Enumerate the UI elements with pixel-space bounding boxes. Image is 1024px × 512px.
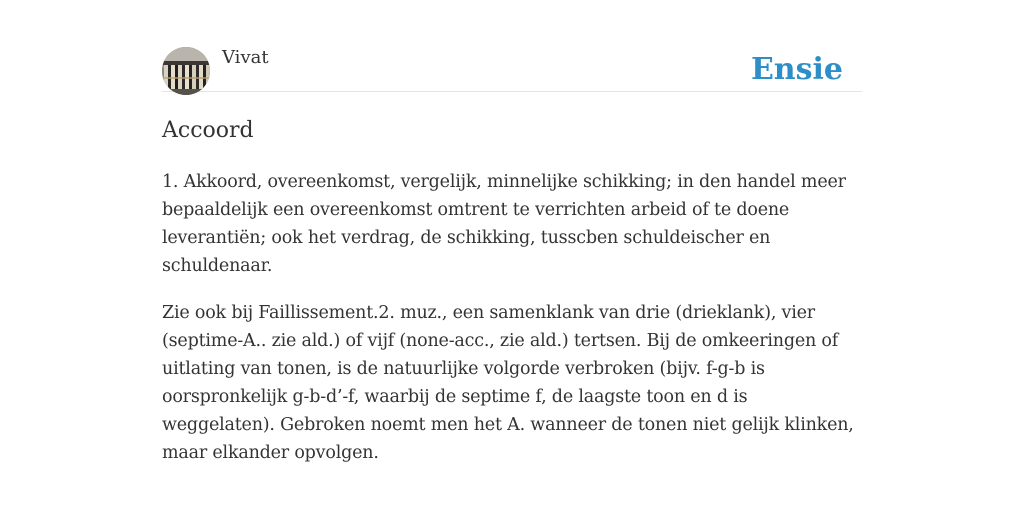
brand-logo[interactable]: Ensie bbox=[750, 52, 843, 87]
author-name[interactable]: Vivat bbox=[222, 47, 269, 68]
avatar[interactable] bbox=[162, 47, 210, 95]
entry-body bbox=[162, 168, 862, 486]
entry-card bbox=[162, 0, 862, 512]
entry-paragraph: 1. Akkoord, overeenkomst, vergelijk, minnelijke schikking; in den handel meer bepaaldelijk een overeenkomst omtrent te verrichten arbeid of te doene leverantiën; ook het verdrag, de schikking, tusscben schuldeischer en schuldenaar. bbox=[162, 172, 846, 276]
page-title: Accoord bbox=[162, 118, 254, 143]
book-spines-avatar-icon bbox=[162, 47, 210, 95]
entry-header bbox=[162, 0, 862, 92]
entry-paragraph: Zie ook bij Faillissement.2. muz., een samenklank van drie (drieklank), vier (septime-A.. zie ald.) of vijf (none-acc., zie ald.) tertsen. Bij de omkeeringen of uitlating van tonen, is de natuurlijke volgorde verbroken (bijv. f-g-b is oorspronkelijk g-b-d’-f, waarbij de septime f, de laagste toon en d is weggelaten). Gebroken noemt men het A. wanneer de tonen niet gelijk klinken, maar elkander opvolgen. bbox=[162, 303, 854, 463]
